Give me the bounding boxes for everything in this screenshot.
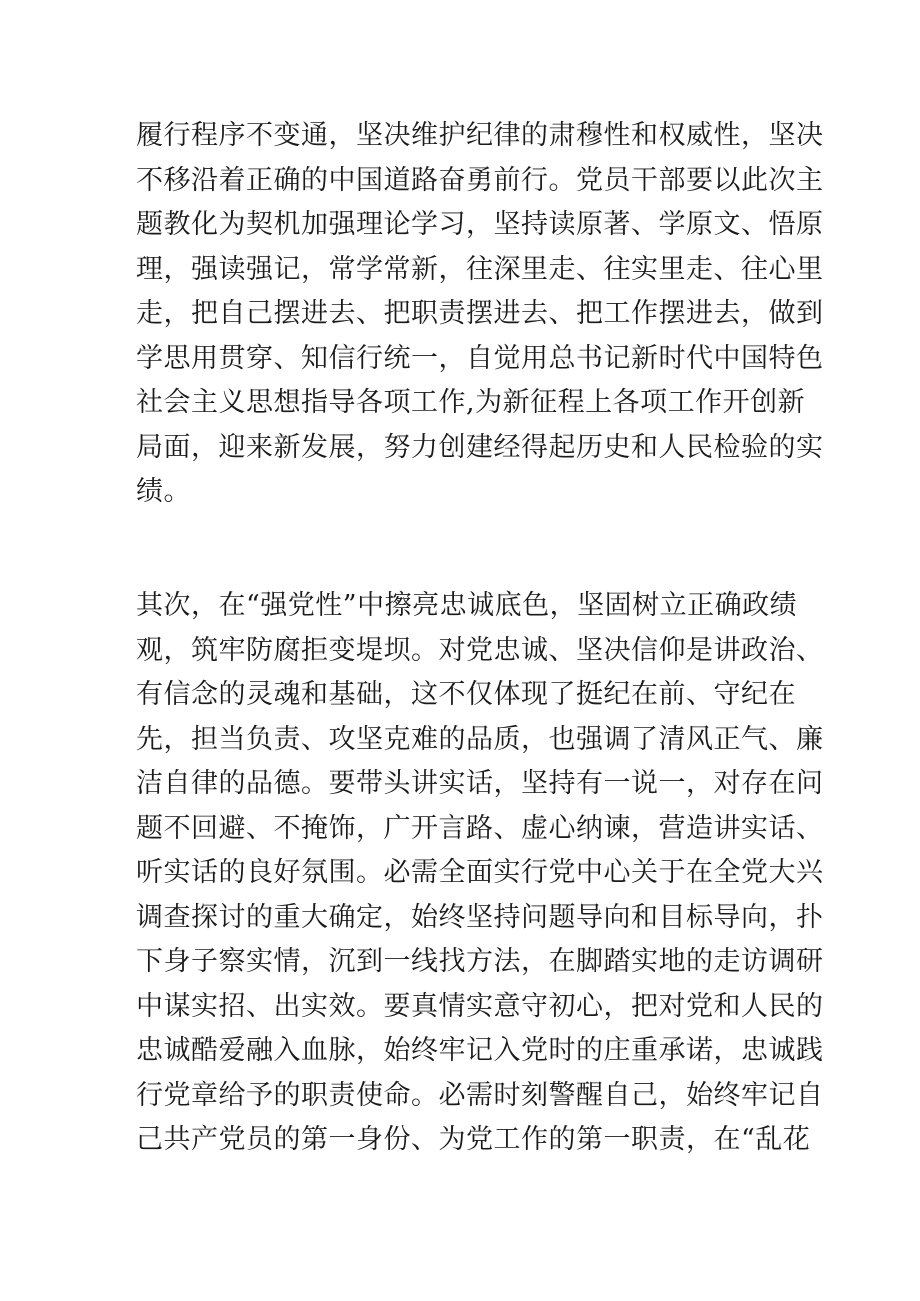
paragraph-1 <box>136 114 824 515</box>
text-line: 有信念的灵魂和基础，这不仅体现了挺纪在前、守纪在 <box>136 679 796 710</box>
text-line: 忠诚酷爱融入血脉，始终牢记入党时的庄重承诺，忠诚践 <box>136 1035 824 1066</box>
text-line: 学思用贯穿、知信行统一，自觉用总书记新时代中国特色 <box>136 342 824 374</box>
text-line: 社会主义思想指导各项工作,为新征程上各项工作开创新 <box>136 387 806 418</box>
text-line: 中谋实招、出实效。要真情实意守初心，把对党和人民的 <box>136 990 824 1022</box>
text-line: 走，把自己摆进去、把职责摆进去、把工作摆进去，做到 <box>136 298 824 329</box>
text-line: 履行程序不变通，坚决维护纪律的肃穆性和权威性，坚决 <box>136 120 824 151</box>
text-line: 行党章给予的职责使命。必需时刻警醒自己，始终牢记自 <box>136 1079 824 1111</box>
text-line: 不移沿着正确的中国道路奋勇前行。党员干部要以此次主 <box>136 164 824 196</box>
text-line: 理，强读强记，常学常新，往深里走、往实里走、往心里 <box>136 253 824 285</box>
text-line: 调查探讨的重大确定，始终坚持问题导向和目标导向，扑 <box>136 901 824 933</box>
paragraph-2 <box>136 584 824 1163</box>
text-line: 题教化为契机加强理论学习，坚持读原著、学原文、悟原 <box>136 209 824 240</box>
text-line: 观，筑牢防腐拒变堤坝。对党忠诚、坚决信仰是讲政治、 <box>136 634 824 666</box>
text-line: 下身子察实情，沉到一线找方法，在脚踏实地的走访调研 <box>136 946 824 977</box>
text-line: 局面，迎来新发展，努力创建经得起历史和人民检验的实 <box>136 431 824 463</box>
text-line: 绩。 <box>136 476 191 507</box>
text-line: 其次，在“强党性”中擦亮忠诚底色，坚固树立正确政绩 <box>136 590 798 621</box>
text-line: 先，担当负责、攻坚克难的品质，也强调了清风正气、廉 <box>136 723 824 755</box>
text-line: 己共产党员的第一身份、为党工作的第一职责，在“乱花 <box>136 1124 811 1155</box>
text-line: 听实话的良好氛围。必需全面实行党中心关于在全党大兴 <box>136 857 824 888</box>
text-line: 题不回避、不掩饰，广开言路、虚心纳谏，营造讲实话、 <box>136 812 824 844</box>
text-line: 洁自律的品德。要带头讲实话，坚持有一说一，对存在问 <box>136 768 824 799</box>
